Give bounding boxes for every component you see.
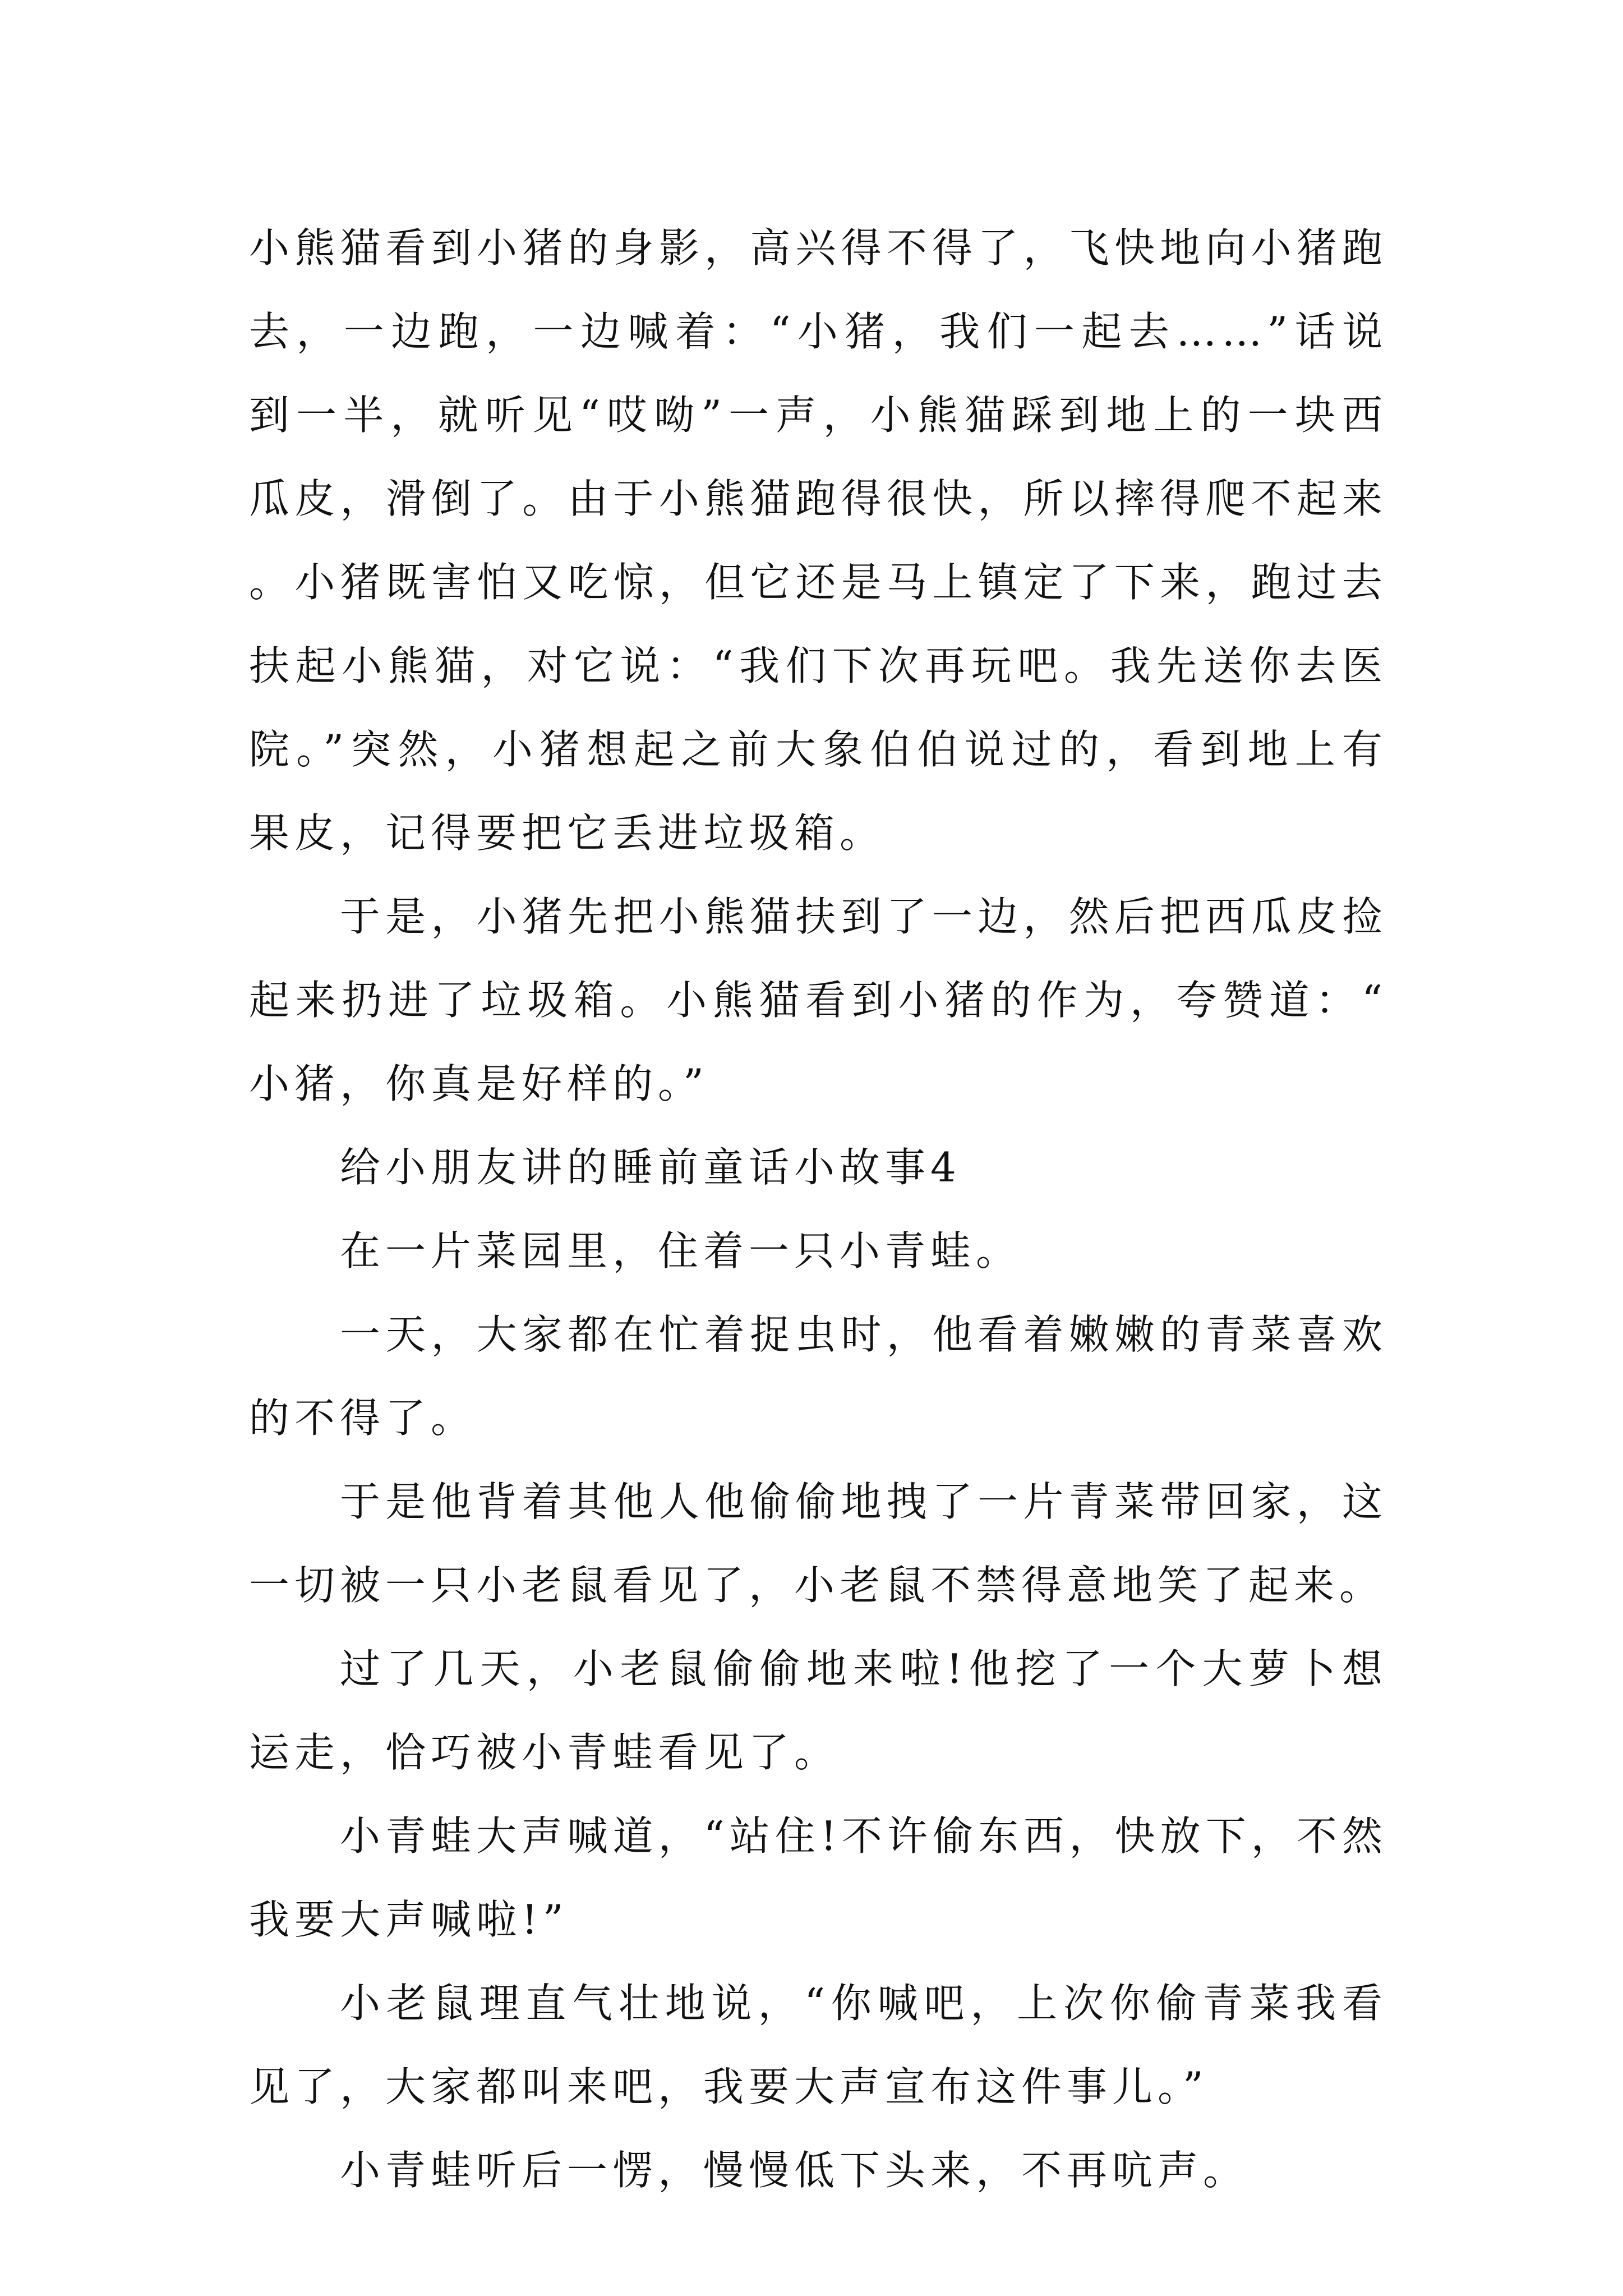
paragraph-story-part: 过了几天，小老鼠偷偷地来啦!他挖了一个大萝卜想运走，恰巧被小青蛙看见了。 [249, 1645, 1387, 1776]
document-body [249, 206, 1387, 2212]
paragraph-story-part: 小老鼠理直气壮地说，“你喊吧，上次你偷青菜我看见了，大家都叫来吧，我要大声宣布这件事儿。” [249, 1980, 1387, 2110]
story-heading: 给小朋友讲的睡前童话小故事4 [340, 1144, 961, 1191]
paragraph-story-part: 于是，小猪先把小熊猫扶到了一边，然后把西瓜皮捡起来扔进了垃圾箱。小熊猫看到小猪的作为，夸赞道：“小猪，你真是好样的。” [249, 893, 1387, 1107]
paragraph-story-part: 小熊猫看到小猪的身影，高兴得不得了，飞快地向小猪跑去，一边跑，一边喊着：“小猪，我们一起去……”话说到一半，就听见“哎呦”一声，小熊猫踩到地上的一块西瓜皮，滑倒了。由于小熊猫跑得很快，所以摔得爬不起来。小猪既害怕又吃惊，但它还是马上镇定了下来，跑过去扶起小熊猫，对它说：“我们下次再玩吧。我先送你去医院。”突然，小猪想起之前大象伯伯说过的，看到地上有果皮，记得要把它丢进垃圾箱。 [249, 224, 1387, 857]
paragraph-story-part: 于是他背着其他人他偷偷地拽了一片青菜带回家，这一切被一只小老鼠看见了，小老鼠不禁得意地笑了起来。 [249, 1478, 1387, 1609]
paragraph-story-part: 小青蛙听后一愣，慢慢低下头来，不再吭声。 [340, 2147, 1249, 2194]
paragraph-story-part: 在一片菜园里，住着一只小青蛙。 [340, 1227, 1022, 1274]
paragraph-story-part: 小青蛙大声喊道，“站住!不许偷东西，快放下，不然我要大声喊啦!” [249, 1812, 1387, 1943]
paragraph-story-part: 一天，大家都在忙着捉虫时，他看着嫩嫩的青菜喜欢的不得了。 [249, 1311, 1387, 1442]
